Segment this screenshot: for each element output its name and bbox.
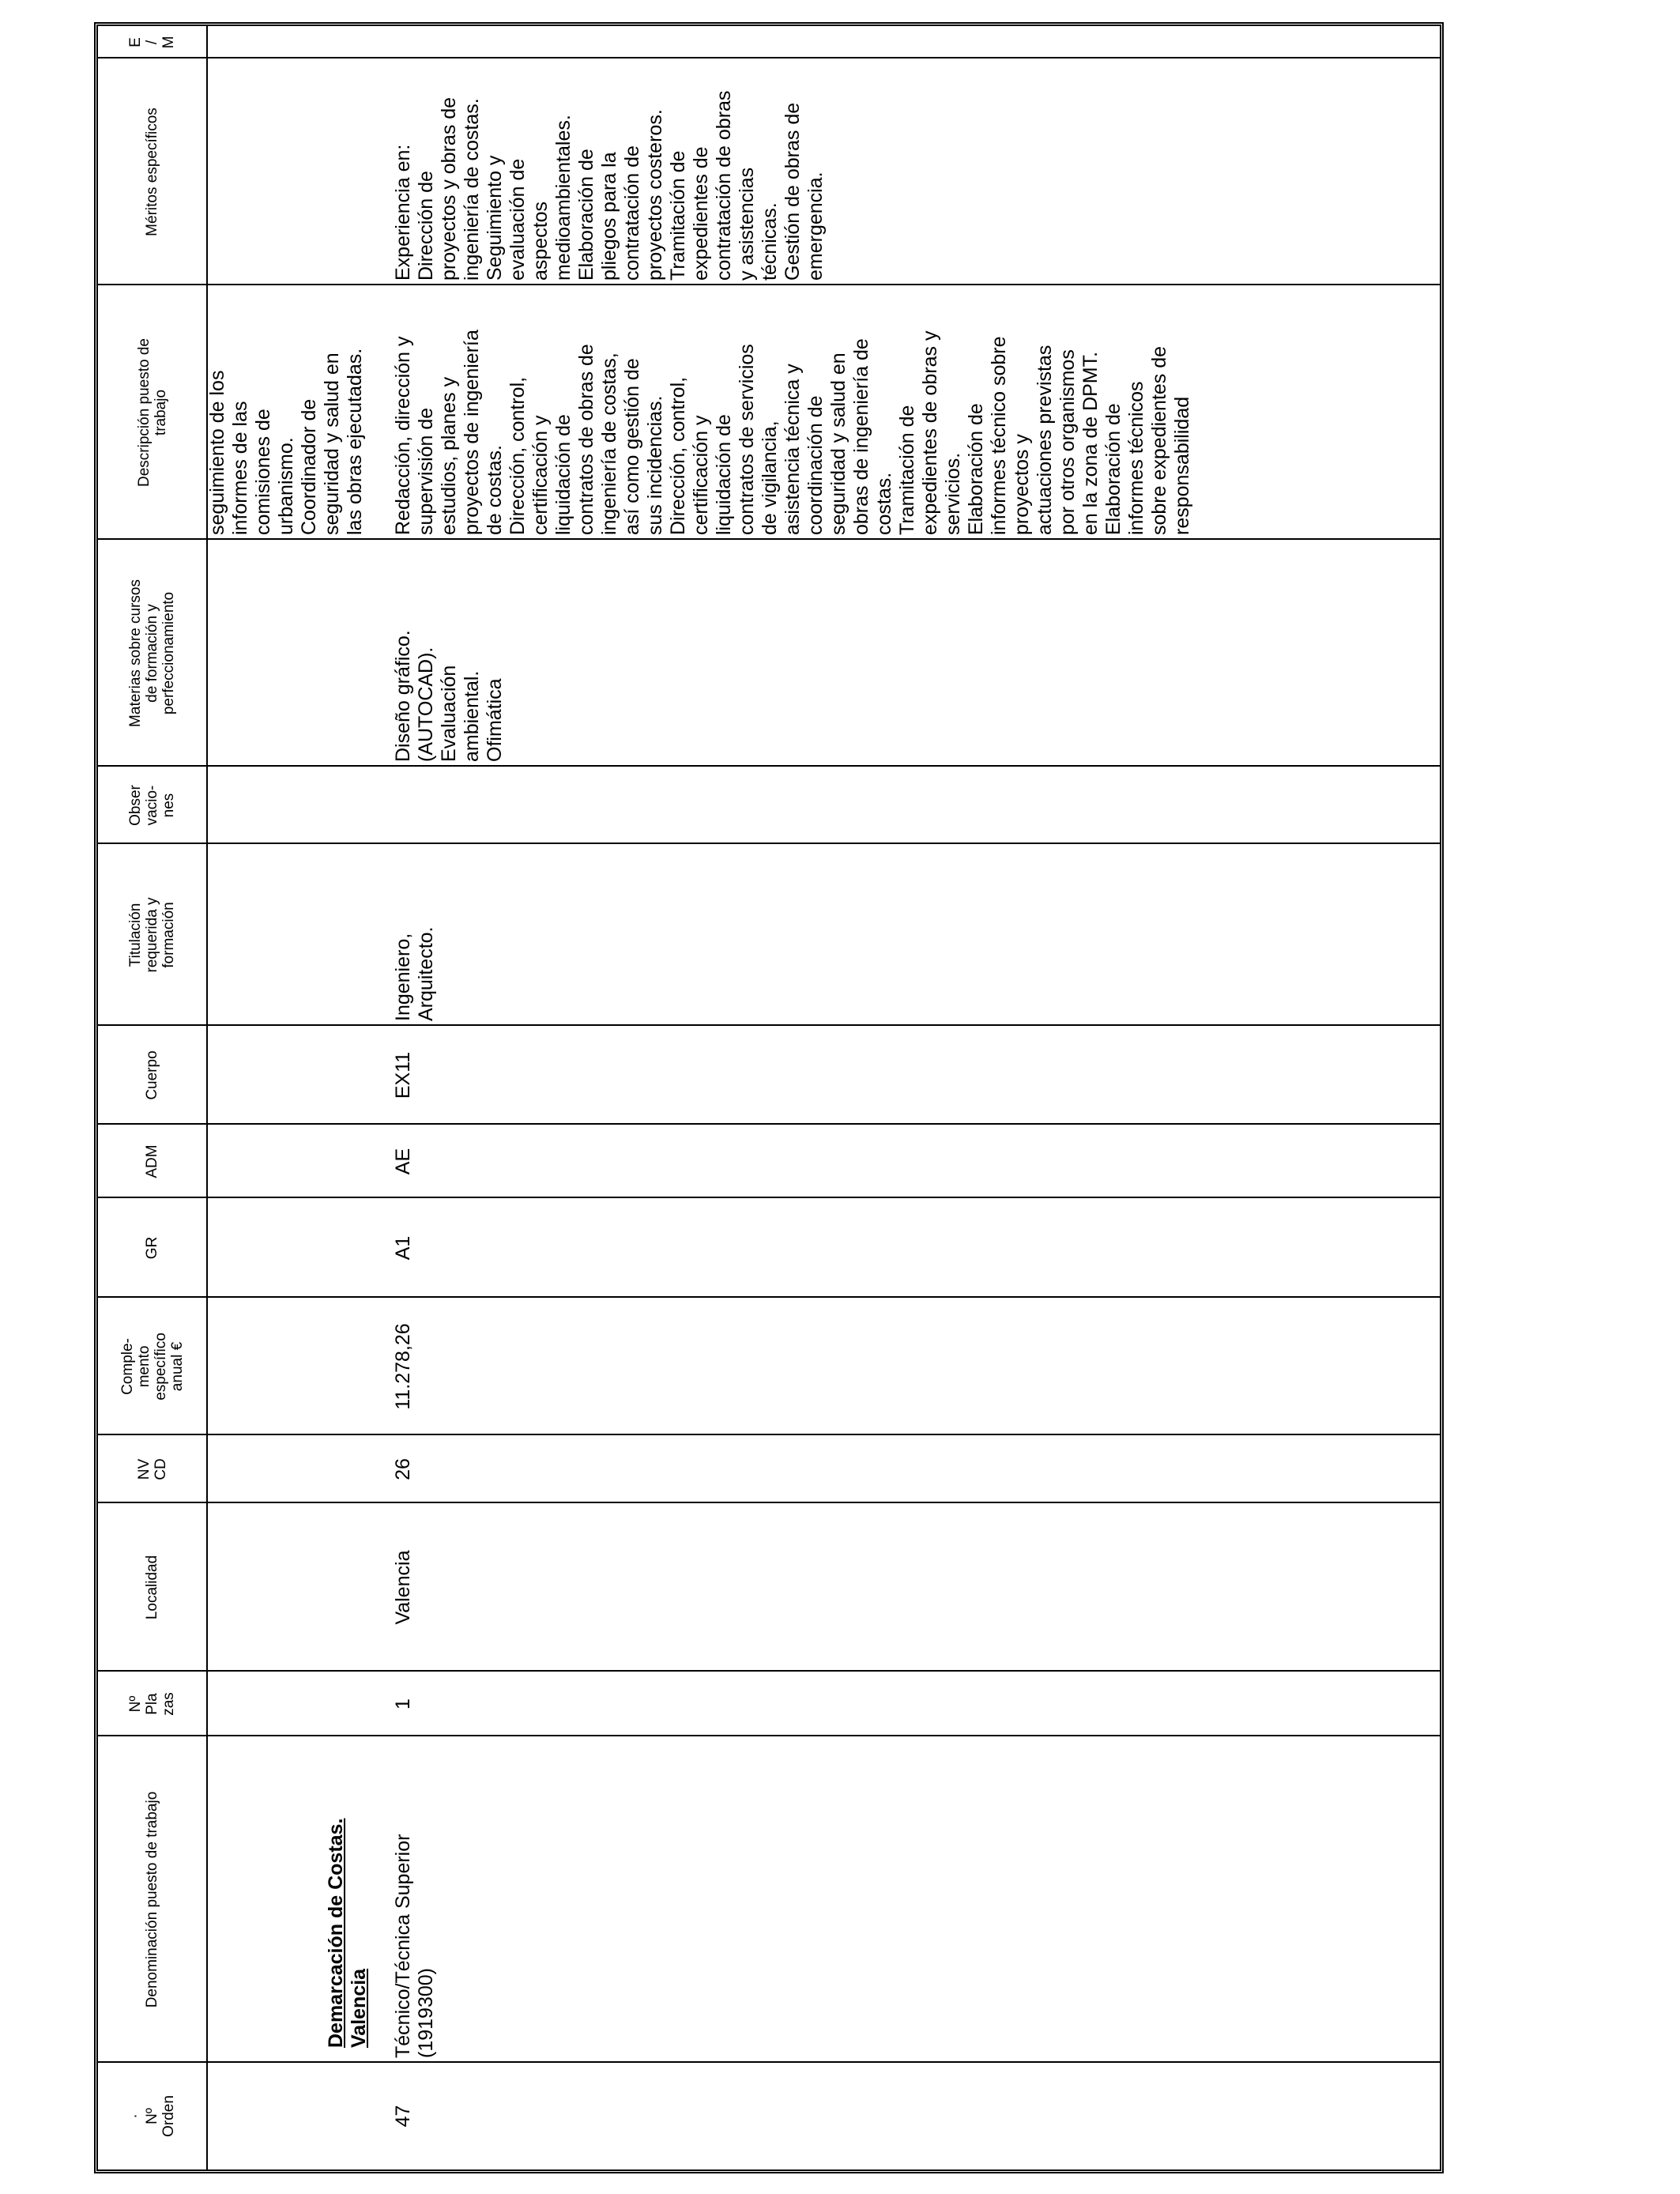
header-denominacion: Denominación puesto de trabajo: [144, 1791, 160, 2008]
section-title: Demarcación de Costas. Valencia: [325, 1818, 370, 2048]
header-descripcion: Descripción puesto de trabajo: [135, 338, 169, 487]
column-divider: [98, 1670, 1440, 1672]
row-adm: AE: [392, 1148, 414, 1175]
column-divider: [98, 1735, 1440, 1736]
row-meritos: Experiencia en: Dirección de proyectos y obras de ingeniería de costas. Seguimiento y evaluación de aspectos medioambientales. Elaboración de pliegos para la contratación de proyectos costeros. Tramitación de expedientes de contratación de obras y asistencias técnicas. Gestión de obras de emergencia.: [392, 90, 827, 281]
row-localidad: Valencia: [392, 1550, 414, 1625]
row-cuerpo: EX11: [392, 1051, 414, 1099]
positions-table: [94, 22, 1444, 2173]
header-meritos: Méritos específicos: [144, 107, 160, 236]
header-orden: · Nº Orden: [127, 2095, 177, 2137]
header-localidad: Localidad: [144, 1555, 160, 1620]
row-materias: Diseño gráfico. (AUTOCAD). Evaluación ambiental. Ofimática: [392, 630, 506, 762]
column-divider: [98, 765, 1440, 767]
header-complemento: Comple- mento específico anual €: [119, 1333, 186, 1400]
row-titulacion: Ingeniero, Arquitecto.: [392, 926, 437, 1021]
column-divider: [98, 1024, 1440, 1026]
row-denominacion: Técnico/Técnica Superior (1919300): [392, 1834, 437, 2058]
row-descripcion: Redacción, dirección y supervisión de estudios, planes y proyectos de ingeniería de costas. Dirección, control, certificación y liquidación de contratos de obras de ingeniería de costas, así como gestión de sus incidencias. Dirección, control, certificación y liquidación de contratos de servicios de vigilancia, asistencia técnica y coordinación de seguridad y salud en obras de ingeniería de costas. Tramitación de expedientes de obras y servicios. Elaboración de informes técnico sobre proyectos y actuaciones previstas por otros organismos en la zona de DPMT. Elaboración de informes técnicos sobre expedientes de responsabilidad: [392, 330, 1193, 535]
header-cuerpo: Cuerpo: [144, 1050, 160, 1100]
column-divider: [98, 1123, 1440, 1125]
header-adm: ADM: [144, 1144, 160, 1178]
column-divider: [98, 2061, 1440, 2063]
continuation-descripcion: seguimiento de los informes de las comisiones de urbanismo. Coordinador de seguridad y salud en las obras ejecutadas.: [206, 348, 366, 535]
row-plazas: 1: [392, 1698, 414, 1710]
column-divider: [98, 1434, 1440, 1435]
row-orden: 47: [392, 2105, 414, 2128]
row-grupo: A1: [392, 1235, 414, 1261]
column-divider: [98, 1502, 1440, 1503]
header-materias: Materias sobre cursos de formación y perfeccionamiento: [127, 579, 177, 727]
header-observaciones: Obser vacio- nes: [127, 785, 177, 826]
row-complemento: 11.278,26: [392, 1323, 414, 1410]
header-titulacion: Titulación requerida y formación: [127, 897, 177, 973]
header-em: E / M: [127, 36, 177, 49]
column-divider: [98, 1197, 1440, 1198]
column-divider: [98, 843, 1440, 844]
row-nivel: 26: [392, 1458, 414, 1480]
header-nivel: NV CD: [135, 1458, 169, 1480]
header-grupo: GR: [144, 1236, 160, 1260]
header-plazas: Nº Pla zas: [127, 1692, 177, 1716]
column-divider: [98, 1296, 1440, 1298]
